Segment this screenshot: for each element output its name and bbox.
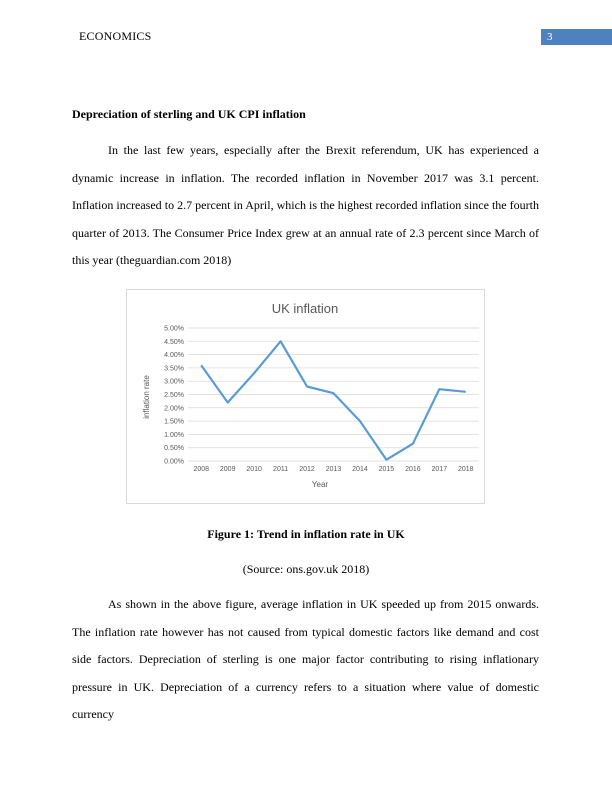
x-tick-label: 2017 — [431, 466, 448, 473]
y-tick-label: 3.00% — [164, 378, 184, 386]
y-tick-label: 4.50% — [164, 338, 184, 346]
series-line-uk-inflation — [201, 341, 466, 459]
y-tick-label: 4.00% — [164, 352, 184, 360]
chart-title: UK inflation — [271, 301, 339, 316]
x-tick-label: 2016 — [405, 466, 421, 473]
y-tick-label: 1.00% — [164, 431, 184, 439]
page-number: 3 — [541, 29, 612, 45]
x-tick-label: 2013 — [325, 466, 342, 473]
y-tick-label: 1.50% — [164, 418, 184, 426]
x-tick-label: 2008 — [193, 466, 210, 473]
y-tick-label: 2.00% — [164, 405, 184, 413]
figure-source: (Source: ons.gov.uk 2018) — [242, 562, 370, 576]
x-axis-ticks — [193, 466, 473, 473]
x-tick-label: 2014 — [352, 466, 368, 473]
running-header: ECONOMICS — [79, 29, 152, 43]
y-tick-label: 3.50% — [164, 365, 184, 373]
x-tick-label: 2015 — [378, 466, 395, 473]
section-heading: Depreciation of sterling and UK CPI inflation — [72, 107, 306, 121]
x-tick-label: 2011 — [273, 466, 289, 473]
y-tick-label: 0.00% — [164, 458, 184, 466]
x-tick-label: 2010 — [246, 466, 262, 473]
y-axis-label: inflation rate — [142, 375, 151, 419]
x-tick-label: 2012 — [299, 466, 315, 473]
x-tick-label: 2009 — [219, 466, 236, 473]
y-axis-ticks — [164, 326, 184, 466]
y-tick-label: 0.50% — [164, 445, 184, 453]
paragraph-intro: In the last few years, especially after the Brexit referendum, UK has experienced a dynamic increase in inflation. The recorded inflation in November 2017 was 3.1 percent. Inflation increased to 2.7 percent in April, which is the highest recorded inflation since the fourth quarter of 2013. The Consumer Price Index grew at an annual rate of 2.3 percent since March of this year (theguardian.com 2018) — [72, 143, 539, 268]
paragraph-analysis: As shown in the above figure, average inflation in UK speeded up from 2015 onwards. The inflation rate however has not caused from typical domestic factors like demand and cost side factors. Depreciation of sterling is one major factor contributing to rising inflationary pressure in UK. Depreciation of a currency refers to a situation where value of domestic currency — [72, 597, 539, 722]
y-tick-label: 5.00% — [164, 325, 184, 333]
y-tick-label: 2.50% — [164, 392, 184, 399]
inflation-chart — [126, 289, 485, 504]
x-axis-label: Year — [311, 480, 329, 489]
chart-canvas — [127, 290, 486, 505]
x-tick-label: 2018 — [457, 466, 474, 473]
figure-caption: Figure 1: Trend in inflation rate in UK — [207, 527, 405, 541]
